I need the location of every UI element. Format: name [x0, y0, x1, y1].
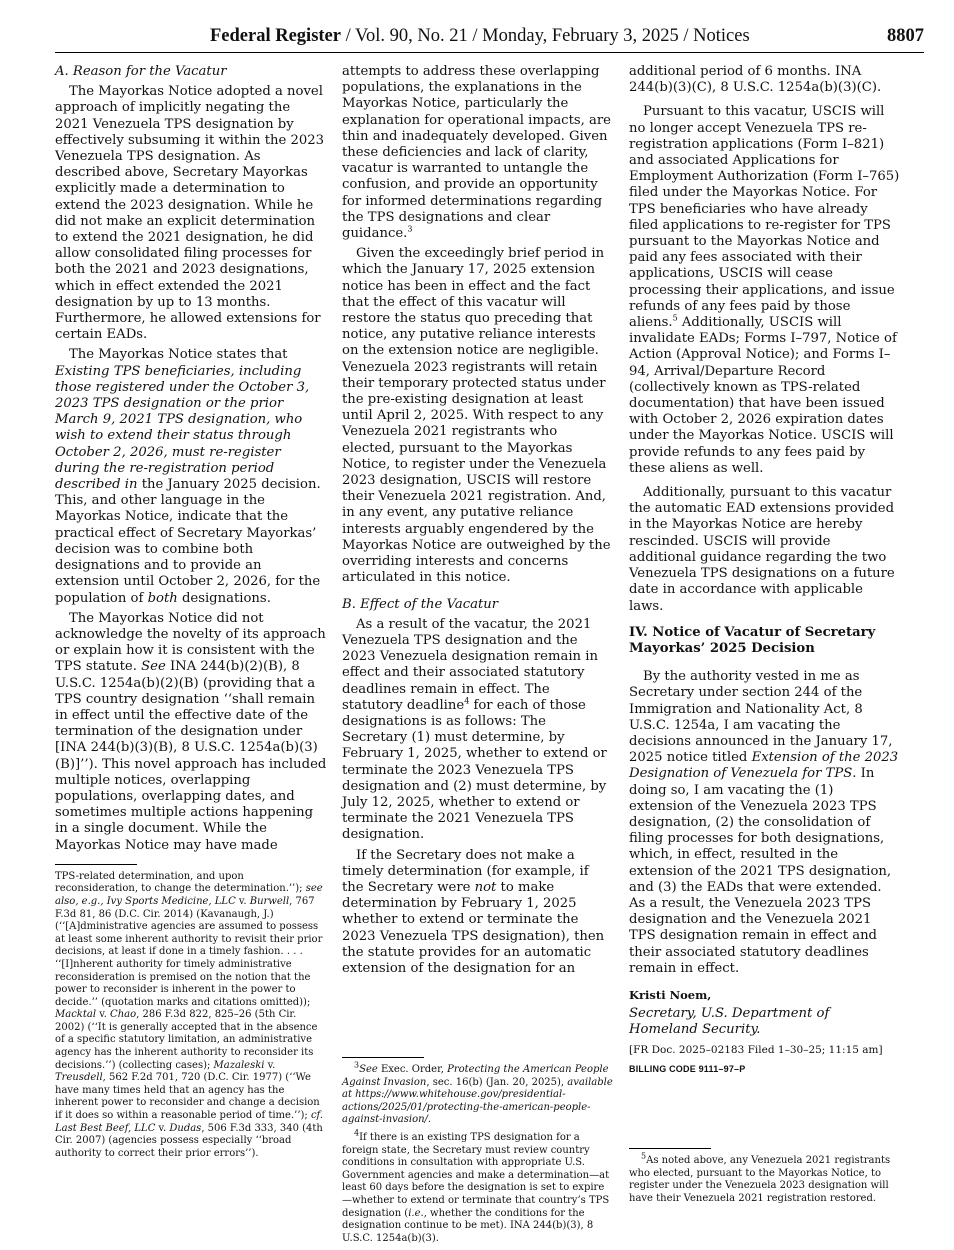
- paragraph: As a result of the vacatur, the 2021 Venezuela TPS designation and the 2023 Venezuela designation remain in effect and their associated statutory deadlines remain in effect. The statutory deadline$^4$ for each of those designations is as follows: The Secretary (1) must determine, by February 1, 2025, whether to extend or terminate the 2023 Venezuela TPS designation and (2) must determine, by July 12, 2025, whether to extend or terminate the 2021 Venezuela TPS designation.: [342, 616, 607, 843]
- page-header: [55, 22, 924, 53]
- journal-name: Federal Register: [210, 26, 341, 46]
- paragraph: The Mayorkas Notice states that Existing TPS beneficiaries, including those registered under the October 3, 2023 TPS designation or the prior March 9, 2021 TPS designation, who wish to extend their status through October 2, 2026, must re-register during the re-registration period described in the January 2025 decision. This, and other language in the Mayorkas Notice, indicate that the practical effect of Secretary Mayorkas’ decision was to combine both designations and to provide an extension until October 2, 2026, for the population of both designations.: [55, 347, 321, 606]
- paragraph: If the Secretary does not make a timely determination (for example, if the Secretary were not to make determination by February 1, 2025 whether to extend or terminate the 2023 Venezuela TPS designation), then the statute provides for an automatic extension of the designation for an: [342, 847, 605, 976]
- billing-code: BILLING CODE 9111–97–P: [629, 1063, 746, 1074]
- footnote-3: $^3$See Exec. Order, Protecting the American People Against Invasion, sec. 16(b) (Jan. 20, 2025), available at https://www.whitehouse.gov/presidential-actions/2025/01/protecting-the-american-people-against-invasion/.: [342, 1060, 613, 1126]
- signature-block: [629, 987, 901, 1077]
- paragraph: The Mayorkas Notice did not acknowledge the novelty of its approach or explain how it is consistent with the TPS statute. See INA 244(b)(2)(B), 8 U.S.C. 1254a(b)(2)(B) (providing that a TPS country designation ‘‘shall remain in effect until the effective date of the termination of the designation under [INA 244(b)(3)(B), 8 U.S.C. 1254a(b)(3)(B)]’’). This novel approach has included multiple notices, overlapping populations, overlapping dates, and sometimes multiple actions happening in a single document. While the Mayorkas Notice may have made: [55, 610, 327, 853]
- footnote-rule: [342, 1057, 424, 1058]
- signer-name: Kristi Noem,: [629, 987, 712, 1002]
- footnote-continued: TPS-related determination, and upon reconsideration, to change the determination.’’); see also, e.g., Ivy Sports Medicine, LLC v. Burwell, 767 F.3d 81, 86 (D.C. Cir. 2014) (Kavanaugh, J.) (‘‘[A]dministrative agencies are assumed to possess at least some inherent authority to revisit their prior decisions, at least if done in a timely fashion. . . . ‘‘[I]nherent authority for timely administrative reconsideration is premised on the notion that the power to reconsider is inherent in the power to decide.’’ (quotation marks and citations omitted)); Macktal v. Chao, 286 F.3d 822, 825–26 (5th Cir. 2002) (‘‘It is generally accepted that in the absence of a specific statutory limitation, an administrative agency has the inherent authority to reconsider its decisions.’’) (collecting cases); Mazaleski v. Treusdell, 562 F.2d 701, 720 (D.C. Cir. 1977) (‘‘We have many times held that an agency has the inherent power to reconsider and change a decision if it does so within a reasonable period of time.’’); cf. Last Best Beef, LLC v. Dudas, 506 F.3d 333, 340 (4th Cir. 2007) (agencies possess especially ‘‘broad authority to correct their prior errors’’).: [55, 870, 324, 1159]
- paragraph: Additionally, pursuant to this vacatur the automatic EAD extensions provided in the Mayorkas Notice are hereby rescinded. USCIS will provide additional guidance regarding the two Venezuela TPS designations on a future date in accordance with applicable laws.: [629, 485, 895, 614]
- footnote-ref: 3: [407, 224, 413, 234]
- footnotes-col3: [629, 1148, 901, 1210]
- column-1: [55, 64, 327, 1165]
- section-heading-iv: IV. Notice of Vacatur of Secretary Mayorkas’ 2025 Decision: [629, 624, 876, 656]
- section-heading-b: B. Effect of the Vacatur: [342, 596, 499, 612]
- paragraph: Pursuant to this vacatur, USCIS will no longer accept Venezuela TPS re-registration applications (Form I–821) and associated Applications for Employment Authorization (Form I–765) filed under the Mayorkas Notice. For TPS beneficiaries who have already filed applications to re-register for TPS pursuant to the Mayorkas Notice and paid any fees associated with their applications, USCIS will cease processing their applications, and issue refunds of any fees paid by those aliens.$^5$ Additionally, USCIS will invalidate EADs; Forms I–797, Notice of Action (Approval Notice); and Forms I–94, Arrival/Departure Record (collectively known as TPS-related documentation) that have been issued with October 2, 2026 expiration dates under the Mayorkas Notice. USCIS will provide refunds to any fees paid by these aliens as well.: [629, 104, 900, 476]
- column-2: [342, 64, 614, 981]
- page-number: 8807: [887, 26, 924, 46]
- footnote-rule: [55, 864, 137, 865]
- paragraph: Given the exceedingly brief period in which the January 17, 2025 extension notice has been in effect and the fact that the effect of this vacatur will restore the status quo preceding that notice, any putative reliance interests on the extension notice are negligible. Venezuela 2023 registrants will retain their temporary protected status under the pre-existing designation at least until April 2, 2025. With respect to any Venezuela 2021 registrants who elected, pursuant to the Mayorkas Notice, to register under the Venezuela 2023 designation, USCIS will restore their Venezuela 2021 registration. And, in any event, any putative reliance interests arguably engendered by the Mayorkas Notice are outweighed by the overriding interests and concerns articulated in this notice.: [342, 246, 611, 586]
- footnote-ref: 5: [672, 313, 678, 323]
- column-3: [629, 64, 901, 1080]
- paragraph: attempts to address these overlapping populations, the explanations in the Mayorkas Notice, particularly the explanation for operational impacts, are thin and inadequately developed. Given these deficiencies and lack of clarity, vacatur is warranted to untangle the confusion, and provide an opportunity for informed determinations regarding the TPS designations and clear guidance.$^3$: [342, 64, 611, 242]
- footnote-5: $^5$As noted above, any Venezuela 2021 registrants who elected, pursuant to the Mayorkas Notice, to register under the Venezuela 2023 designation will have their Venezuela 2021 registration restored.: [629, 1151, 891, 1204]
- section-heading-a: A. Reason for the Vacatur: [55, 64, 227, 79]
- footnote-ref: 4: [464, 696, 470, 706]
- paragraph: The Mayorkas Notice adopted a novel approach of implicitly negating the 2021 Venezuela TPS designation by effectively subsuming it within the 2023 Venezuela TPS designation. As described above, Secretary Mayorkas explicitly made a determination to extend the 2023 designation. While he did not make an explicit determination to extend the 2021 designation, he did allow consolidated filing processes for both the 2021 and 2023 designations, which in effect extended the 2021 designation by up to 13 months. Furthermore, he allowed extensions for certain EADs.: [55, 84, 325, 343]
- issue-info: / Vol. 90, No. 21 / Monday, February 3, 2025 / Notices: [340, 26, 750, 46]
- signer-title: Secretary, U.S. Department of Homeland Security.: [629, 1006, 830, 1038]
- fr-doc-line: [FR Doc. 2025–02183 Filed 1–30–25; 11:15 am]: [629, 1043, 883, 1056]
- running-head: [210, 26, 750, 47]
- footnote-rule: [629, 1148, 711, 1149]
- paragraph: additional period of 6 months. INA 244(b)(3)(C), 8 U.S.C. 1254a(b)(3)(C).: [629, 64, 882, 96]
- paragraph: By the authority vested in me as Secretary under section 244 of the Immigration and Nationality Act, 8 U.S.C. 1254a, I am vacating the decisions announced in the January 17, 2025 notice titled Extension of the 2023 Designation of Venezuela for TPS. In doing so, I am vacating the (1) extension of the Venezuela 2023 TPS designation, (2) the consolidation of filing processes for both designations, which, in effect, resulted in the extension of the 2021 TPS designation, and (3) the EADs that were extended. As a result, the Venezuela 2023 TPS designation and the Venezuela 2021 TPS designation remain in effect and their associated statutory deadlines remain in effect.: [629, 669, 899, 976]
- footnote-4: $^4$If there is an existing TPS designation for a foreign state, the Secretary must review country conditions in consultation with appropriate U.S. Government agencies and make a determination—at least 60 days before the designation is set to expire—whether to extend or terminate that country’s TPS designation (i.e., whether the conditions for the designation continue to be met). INA 244(b)(3), 8 U.S.C. 1254a(b)(3).: [342, 1128, 610, 1244]
- footnotes-col2: [342, 1057, 614, 1250]
